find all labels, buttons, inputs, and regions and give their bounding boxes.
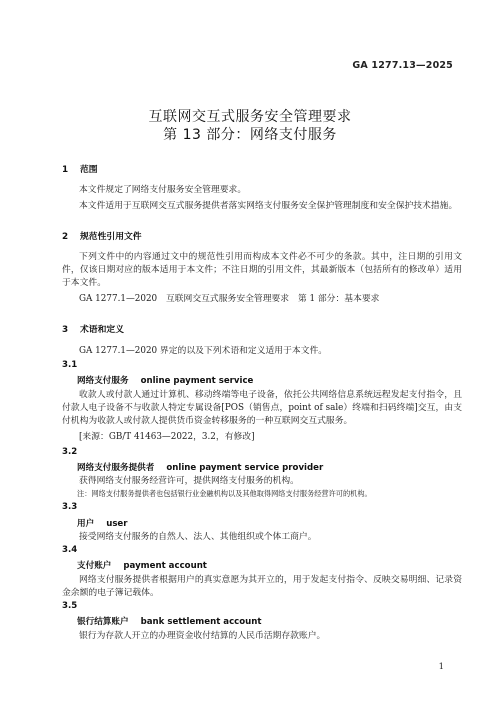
section-number: 3 bbox=[62, 325, 69, 335]
term-heading bbox=[77, 517, 128, 529]
term-source: [来源：GB/T 41463—2022，3.2，有修改] bbox=[79, 432, 255, 442]
term-en: user bbox=[106, 519, 128, 529]
document-subtitle: 第 13 部分：网络支付服务 bbox=[163, 127, 337, 143]
term-note: 注：网络支付服务提供者也包括银行业金融机构以及其他取得网络支付服务经营许可的机构。 bbox=[77, 489, 372, 498]
term-zh: 用户 bbox=[77, 519, 95, 529]
section-heading-terms bbox=[62, 322, 124, 335]
clause-number: 3.3 bbox=[62, 502, 78, 512]
reference-entry: GA 1277.1—2020 互联网交互式服务安全管理要求 第 1 部分：基本要求 bbox=[79, 294, 380, 304]
section-number: 2 bbox=[62, 232, 69, 242]
term-en: bank settlement account bbox=[140, 617, 262, 627]
section-number: 1 bbox=[62, 165, 69, 175]
term-en: payment account bbox=[123, 561, 207, 571]
term-zh: 银行结算账户 bbox=[77, 617, 129, 627]
page-number: 1 bbox=[438, 662, 444, 672]
term-heading bbox=[77, 615, 262, 627]
term-definition: 接受网络支付服务的自然人、法人、其他组织或个体工商户。 bbox=[79, 532, 317, 542]
clause-number: 3.5 bbox=[62, 601, 78, 611]
term-en: online payment service bbox=[140, 376, 254, 386]
clause-number: 3.2 bbox=[62, 447, 78, 457]
clause-number: 3.1 bbox=[62, 360, 78, 370]
term-zh: 支付账户 bbox=[77, 561, 112, 571]
term-definition: 网络支付服务提供者根据用户的真实意愿为其开立的，用于发起支付指令、反映交易明细、记录资金余额的电子簿记载体。 bbox=[62, 575, 462, 598]
section-heading-scope bbox=[62, 162, 98, 175]
section-heading-normative-references bbox=[62, 229, 142, 242]
paragraph: GA 1277.1—2020 界定的以及下列术语和定义适用于本文件。 bbox=[79, 346, 328, 356]
term-definition: 收款人或付款人通过计算机、移动终端等电子设备，依托公共网络信息系统远程发起支付指令，且付款人电子设备不与收款人特定专属设备[POS（销售点，point of sale）终端和扫码终端]交互，由支付机构为收款人或付款人提供货币资金转移服务的一种互联网交互式服务。 bbox=[62, 390, 462, 426]
clause-number: 3.4 bbox=[62, 545, 78, 555]
paragraph: 本文件适用于互联网交互式服务提供者落实网络支付服务安全保护管理制度和安全保护技术措施。 bbox=[79, 201, 458, 211]
term-heading bbox=[77, 374, 253, 386]
term-heading bbox=[77, 461, 323, 473]
term-definition: 银行为存款人开立的办理资金收付结算的人民币活期存款账户。 bbox=[79, 631, 326, 641]
term-zh: 网络支付服务 bbox=[77, 376, 129, 386]
section-title: 范围 bbox=[80, 165, 98, 175]
term-definition: 获得网络支付服务经营许可，提供网络支付服务的机构。 bbox=[79, 476, 299, 486]
section-title: 术语和定义 bbox=[80, 325, 124, 335]
document-title: 互联网交互式服务安全管理要求 bbox=[148, 109, 352, 125]
term-heading bbox=[77, 559, 207, 571]
standard-number: GA 1277.13—2025 bbox=[352, 60, 453, 71]
term-en: online payment service provider bbox=[166, 463, 324, 473]
paragraph: 下列文件中的内容通过文中的规范性引用而构成本文件必不可少的条款。其中，注日期的引用文件，仅该日期对应的版本适用于本文件；不注日期的引用文件，其最新版本（包括所有的修改单）适用于本文件。 bbox=[62, 252, 462, 288]
paragraph: 本文件规定了网络支付服务安全管理要求。 bbox=[79, 185, 247, 195]
term-zh: 网络支付服务提供者 bbox=[77, 463, 155, 473]
section-title: 规范性引用文件 bbox=[80, 232, 142, 242]
